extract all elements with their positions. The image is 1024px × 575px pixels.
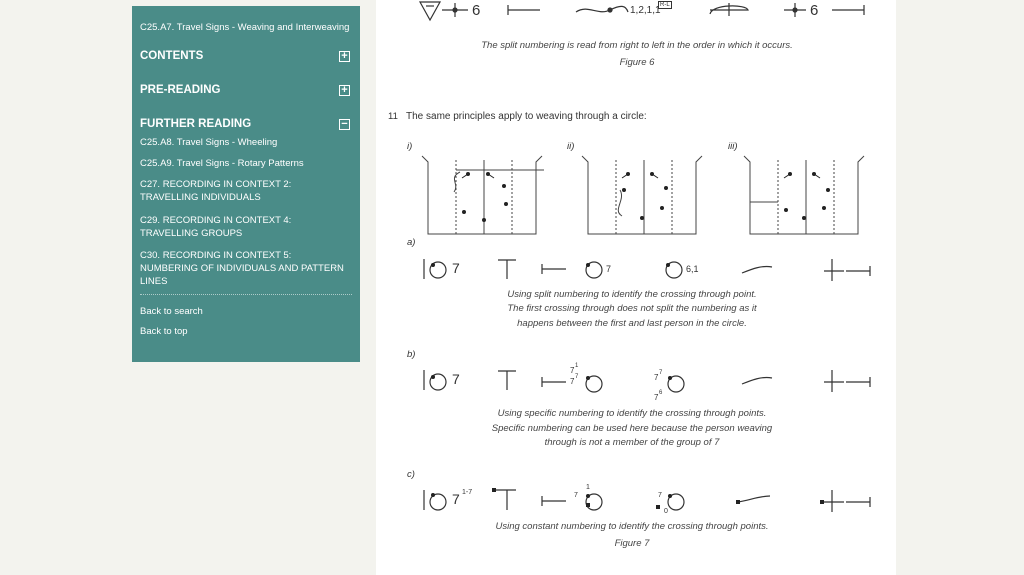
- section-pre-reading[interactable]: [140, 82, 350, 98]
- row-a-caption-3: happens between the first and last person in the circle.: [517, 318, 747, 329]
- row-b-spec-3: 7: [654, 373, 659, 382]
- row-c-const-1: 1: [586, 484, 590, 491]
- row-a-small: 7: [606, 264, 612, 274]
- expand-icon[interactable]: +: [339, 51, 350, 62]
- row-label-c: c): [407, 469, 415, 480]
- row-a-caption-1: Using split numbering to identify the crossing through point.: [507, 289, 757, 300]
- fig6-digit-b: 6: [810, 2, 819, 19]
- row-a-caption-2: The first crossing through does not split the numbering as it: [507, 303, 757, 314]
- section-pre-reading-label: PRE-READING: [140, 84, 221, 96]
- row-b-spec-4-sup: 6: [659, 390, 663, 396]
- row-c-range: 1-7: [462, 489, 473, 496]
- section-further-reading[interactable]: [140, 116, 350, 132]
- fig6-digit-a: 6: [472, 2, 481, 19]
- figure-6-caption: The split numbering is read from right to left in the order in which it occurs.: [481, 40, 793, 51]
- row-b-caption-2: Specific numbering can be used here because the person weaving: [491, 423, 773, 434]
- row-c-caption: Using constant numbering to identify the crossing through points.: [495, 521, 769, 532]
- row-b-spec-1-sup: 1: [575, 363, 579, 369]
- further-link-wheeling[interactable]: C25.A8. Travel Signs - Wheeling: [140, 137, 278, 148]
- row-c-count: 7: [452, 491, 460, 507]
- row-label-a: a): [407, 237, 416, 248]
- row-b-count: 7: [452, 371, 460, 387]
- main-content: [376, 0, 896, 575]
- row-c-const-2: 7: [574, 492, 578, 499]
- weaving-floor-diagrams: [376, 150, 896, 250]
- row-b-spec-3-sup: 7: [659, 370, 663, 376]
- fig6-split-numbering: 1,2,1,1: [630, 5, 661, 16]
- row-b-spec-2-sup: 7: [575, 374, 579, 380]
- row-c-const-4: 0: [664, 508, 668, 515]
- row-b-spec-4: 7: [654, 393, 659, 402]
- row-a-split: 6,1: [686, 264, 699, 274]
- paragraph-number: 11: [388, 111, 398, 122]
- row-b-spec-2: 7: [570, 377, 575, 386]
- row-a-count: 7: [452, 260, 460, 276]
- sidebar: [132, 6, 360, 362]
- diagram-label-ii: ii): [567, 141, 575, 152]
- sidebar-link-current[interactable]: C25.A7. Travel Signs - Weaving and Interweaving: [140, 22, 350, 33]
- paragraph-text: The same principles apply to weaving through a circle:: [406, 111, 647, 122]
- row-b-caption-1: Using specific numbering to identify the crossing through points.: [497, 408, 767, 419]
- diagram-label-iii: iii): [728, 141, 738, 152]
- fig6-split-box: R-L: [660, 2, 670, 8]
- section-further-reading-label: FURTHER READING: [140, 118, 252, 130]
- section-contents-label: CONTENTS: [140, 50, 204, 62]
- sidebar-divider: [140, 294, 352, 295]
- figure-7-label: Figure 7: [614, 538, 650, 549]
- back-to-top-link[interactable]: Back to top: [140, 326, 188, 337]
- further-link-c27[interactable]: C27. RECORDING IN CONTEXT 2: TRAVELLING INDIVIDUALS: [140, 179, 292, 203]
- row-b-spec-1: 7: [570, 366, 575, 375]
- diagram-label-i: i): [407, 141, 413, 152]
- row-label-b: b): [407, 349, 416, 360]
- further-link-c29[interactable]: C29. RECORDING IN CONTEXT 4: TRAVELLING GROUPS: [140, 215, 292, 239]
- further-link-rotary[interactable]: C25.A9. Travel Signs - Rotary Patterns: [140, 158, 304, 169]
- row-b-caption-3: through is not a member of the group of 7: [544, 437, 720, 448]
- further-link-c30[interactable]: C30. RECORDING IN CONTEXT 5: NUMBERING OF INDIVIDUALS AND PATTERN LINES: [140, 250, 344, 287]
- collapse-icon[interactable]: −: [339, 119, 350, 130]
- expand-icon[interactable]: +: [339, 85, 350, 96]
- row-c-const-3: 7: [658, 492, 662, 499]
- back-to-search-link[interactable]: Back to search: [140, 306, 203, 317]
- section-contents[interactable]: [140, 48, 350, 64]
- figure-6-label: Figure 6: [619, 57, 655, 68]
